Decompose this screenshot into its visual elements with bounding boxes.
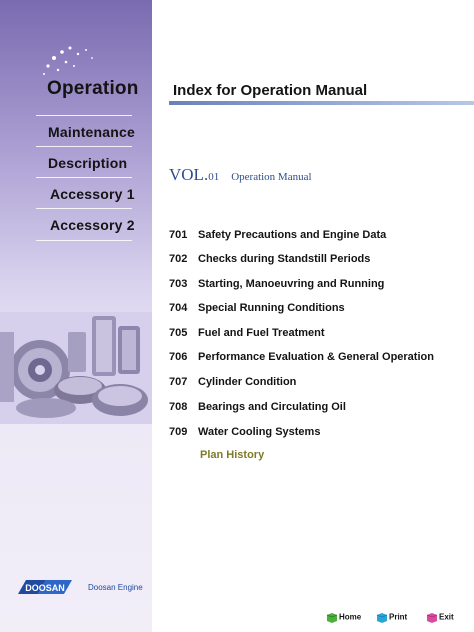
exit-button[interactable] xyxy=(426,612,454,623)
volume-prefix: VOL. xyxy=(169,165,209,184)
nav-divider xyxy=(36,146,132,147)
chapter-title: Checks during Standstill Periods xyxy=(198,253,371,265)
nav-divider xyxy=(36,115,132,116)
nav-operation[interactable]: Operation xyxy=(47,78,139,99)
chapter-link[interactable] xyxy=(169,376,296,388)
print-label: Print xyxy=(389,612,408,622)
chapter-link[interactable] xyxy=(169,351,434,363)
chapter-title: Cylinder Condition xyxy=(198,376,297,388)
chapter-link[interactable] xyxy=(169,302,345,314)
exit-label: Exit xyxy=(439,612,454,622)
chapter-number: 705 xyxy=(169,327,188,339)
chapter-title: Water Cooling Systems xyxy=(198,426,321,438)
chapter-number: 703 xyxy=(169,278,188,290)
chapter-link[interactable] xyxy=(169,401,346,413)
chapter-number: 704 xyxy=(169,302,188,314)
chapter-title: Bearings and Circulating Oil xyxy=(198,401,346,413)
nav-accessory-2[interactable]: Accessory 2 xyxy=(50,217,135,233)
chapter-title: Fuel and Fuel Treatment xyxy=(198,327,325,339)
nav-divider xyxy=(36,208,132,209)
engine-parts-photo xyxy=(0,312,152,424)
home-button[interactable] xyxy=(326,612,361,623)
logo-wordmark: DOOSAN xyxy=(25,583,65,593)
doosan-logo xyxy=(16,574,74,598)
chapter-number: 707 xyxy=(169,376,188,388)
chapter-link[interactable] xyxy=(169,229,386,241)
chapter-title: Starting, Manoeuvring and Running xyxy=(198,278,385,290)
brand-name: Doosan Engine xyxy=(88,583,143,592)
nav-accessory-1[interactable]: Accessory 1 xyxy=(50,186,135,202)
volume-number: 01 xyxy=(208,171,220,183)
plan-history-link[interactable]: Plan History xyxy=(200,449,265,461)
chapter-link[interactable] xyxy=(169,278,384,290)
page-title: Index for Operation Manual xyxy=(173,82,368,99)
nav-divider xyxy=(36,177,132,178)
chapter-link[interactable] xyxy=(169,426,320,438)
sidebar xyxy=(0,0,152,632)
exit-icon xyxy=(426,612,438,623)
nav-description[interactable]: Description xyxy=(48,155,128,171)
volume-name: Operation Manual xyxy=(231,171,312,183)
home-label: Home xyxy=(339,612,362,622)
title-divider xyxy=(169,101,474,105)
home-icon xyxy=(326,612,338,623)
print-icon xyxy=(376,612,388,623)
volume-heading xyxy=(169,165,312,185)
print-button[interactable] xyxy=(376,612,407,623)
chapter-title: Performance Evaluation & General Operation xyxy=(198,351,434,363)
chapter-title: Special Running Conditions xyxy=(198,302,345,314)
chapter-number: 708 xyxy=(169,401,188,413)
chapter-number: 701 xyxy=(169,229,188,241)
chapter-number: 706 xyxy=(169,351,188,363)
chapter-number: 702 xyxy=(169,253,188,265)
chapter-link[interactable] xyxy=(169,327,325,339)
chapter-link[interactable] xyxy=(169,253,370,265)
nav-divider xyxy=(36,240,132,241)
chapter-title: Safety Precautions and Engine Data xyxy=(198,229,387,241)
nav-maintenance[interactable]: Maintenance xyxy=(48,124,135,140)
chapter-number: 709 xyxy=(169,426,188,438)
